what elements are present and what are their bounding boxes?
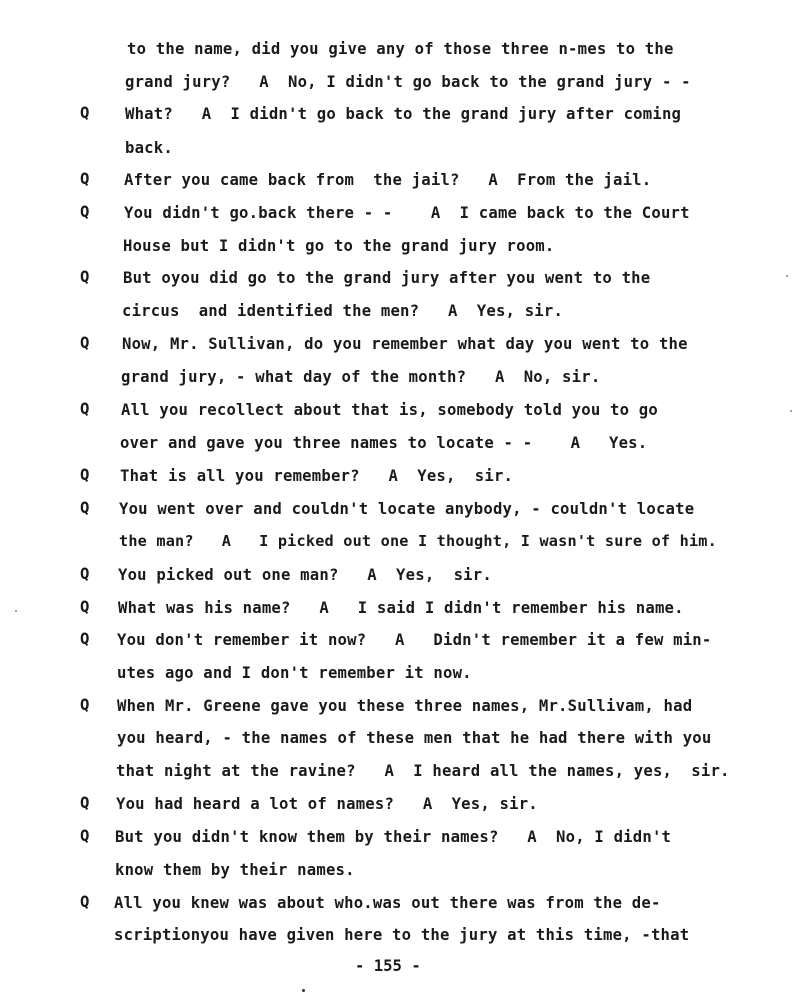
q-marker: Q <box>80 827 90 845</box>
transcript-line: House but I didn't go to the grand jury room. <box>123 237 555 255</box>
transcript-line: circus and identified the men? A Yes, sir. <box>122 302 564 320</box>
transcript-line: You don't remember it now? A Didn't remember it a few min- <box>117 631 712 649</box>
q-marker: Q <box>80 565 90 583</box>
transcript-line: you heard, - the names of these men that he had there with you <box>117 729 712 747</box>
transcript-line: All you recollect about that is, somebody told you to go <box>121 401 658 419</box>
transcript-line: over and gave you three names to locate - - A Yes. <box>120 434 648 452</box>
transcript-line: What? A I didn't go back to the grand jury after coming <box>125 105 682 123</box>
q-marker: Q <box>80 499 90 517</box>
transcript-line: scriptionyou have given here to the jury at this time, -that <box>114 926 690 944</box>
q-marker: Q <box>80 794 90 812</box>
q-marker: Q <box>80 268 90 286</box>
scan-speck <box>790 410 792 412</box>
transcript-line: You had heard a lot of names? A Yes, sir. <box>116 795 538 813</box>
transcript-line: Now, Mr. Sullivan, do you remember what day you went to the <box>122 335 688 353</box>
transcript-line: utes ago and I don't remember it now. <box>117 664 472 682</box>
q-marker: Q <box>80 598 90 616</box>
q-marker: Q <box>80 466 90 484</box>
q-marker: Q <box>80 170 90 188</box>
transcript-line: grand jury? A No, I didn't go back to the grand jury - - <box>125 73 691 91</box>
q-marker: Q <box>80 334 90 352</box>
transcript-line: After you came back from the jail? A From the jail. <box>124 171 652 189</box>
q-marker: Q <box>80 400 90 418</box>
q-marker: Q <box>80 630 90 648</box>
transcript-line: But oyou did go to the grand jury after you went to the <box>123 269 651 287</box>
transcript-line: When Mr. Greene gave you these three names, Mr.Sullivam, had <box>117 697 693 715</box>
transcript-line: grand jury, - what day of the month? A No, sir. <box>121 368 601 386</box>
scan-speck <box>302 989 305 992</box>
transcript-line: that night at the ravine? A I heard all the names, yes, sir. <box>116 762 730 780</box>
q-marker: Q <box>80 104 90 122</box>
transcript-line: What was his name? A I said I didn't remember his name. <box>118 599 684 617</box>
transcript-line: You didn't go.back there - - A I came back to the Court <box>124 204 690 222</box>
q-marker: Q <box>80 893 90 911</box>
transcript-line: All you knew was about who.was out there was from the de- <box>114 894 661 912</box>
transcript-line: back. <box>125 139 173 157</box>
q-marker: Q <box>80 696 90 714</box>
transcript-line: know them by their names. <box>115 861 355 879</box>
transcript-line: But you didn't know them by their names? A No, I didn't <box>115 828 672 846</box>
transcript-line: the man? A I picked out one I thought, I wasn't sure of him. <box>119 532 717 550</box>
scan-speck <box>786 275 788 277</box>
transcript-line: You picked out one man? A Yes, sir. <box>118 566 492 584</box>
q-marker: Q <box>80 203 90 221</box>
transcript-line: That is all you remember? A Yes, sir. <box>120 467 514 485</box>
page-number: - 155 - <box>355 957 421 975</box>
transcript-line: to the name, did you give any of those three n-mes to the <box>127 40 674 58</box>
transcript-line: You went over and couldn't locate anybody, - couldn't locate <box>119 500 695 518</box>
scan-speck <box>15 610 17 612</box>
